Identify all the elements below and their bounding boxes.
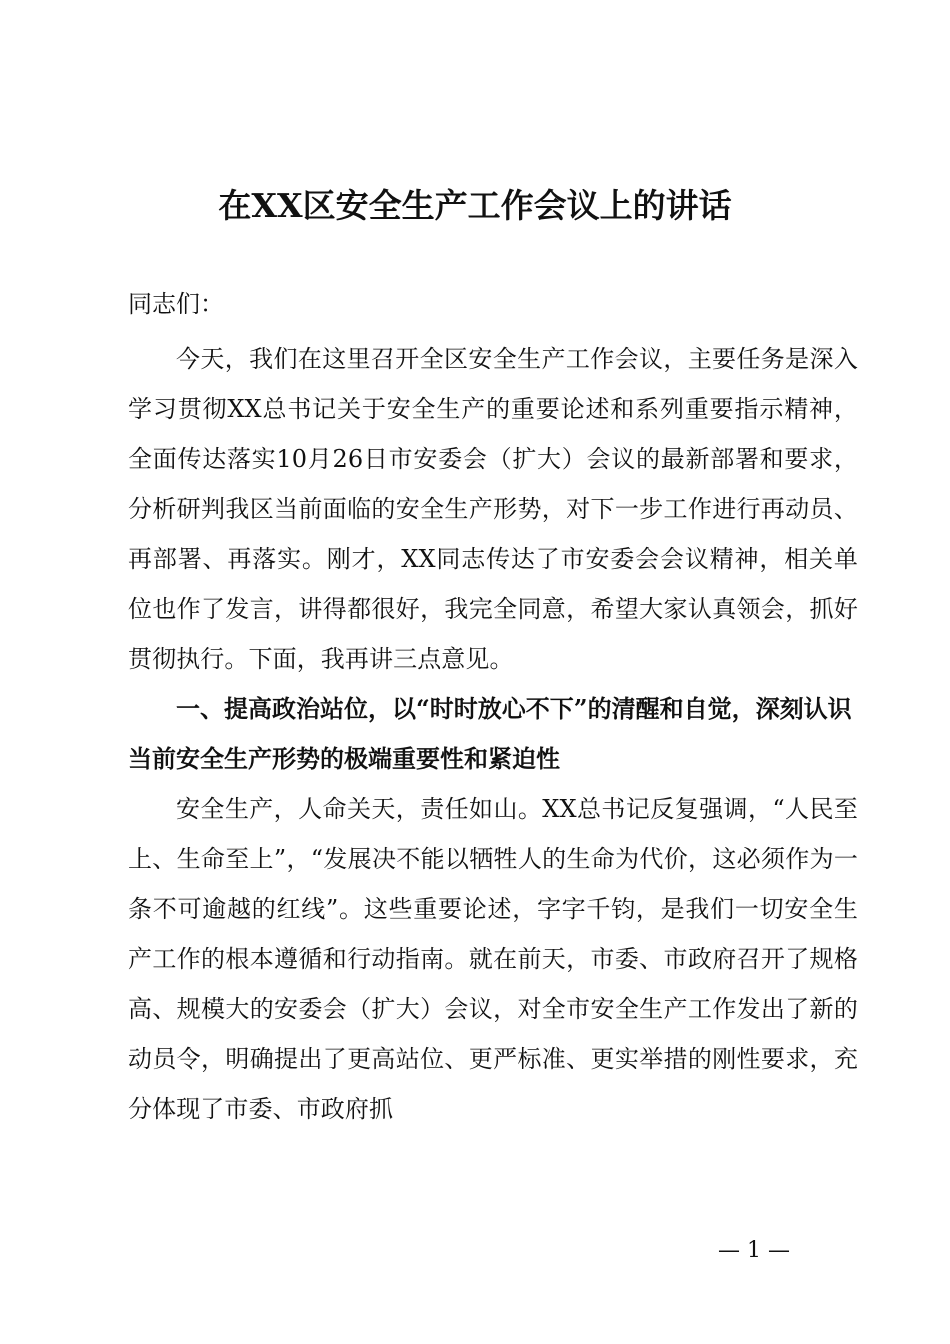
page-number: — 1 — xyxy=(718,1238,790,1263)
document-body xyxy=(128,334,858,1134)
salutation: 同志们： xyxy=(128,290,224,318)
document-title: 在XX区安全生产工作会议上的讲话 xyxy=(218,186,732,225)
paragraph-section-1: 安全生产，人命关天，责任如山。XX总书记反复强调，“人民至上、生命至上”，“发展决不能以牺牲人的生命为代价，这必须作为一条不可逾越的红线”。这些重要论述，字字千钧，是我们一切安全生产工作的根本遵循和行动指南。就在前天，市委、市政府召开了规格高、规模大的安委会（扩大）会议，对全市安全生产工作发出了新的动员令，明确提出了更高站位、更严标准、更实举措的刚性要求，充分体现了市委、市政府抓 xyxy=(128,795,858,1123)
paragraph-intro: 今天，我们在这里召开全区安全生产工作会议，主要任务是深入学习贯彻XX总书记关于安全生产的重要论述和系列重要指示精神，全面传达落实10月26日市安委会（扩大）会议的最新部署和要求，分析研判我区当前面临的安全生产形势，对下一步工作进行再动员、再部署、再落实。刚才，XX同志传达了市安委会会议精神，相关单位也作了发言，讲得都很好，我完全同意，希望大家认真领会，抓好贯彻执行。下面，我再讲三点意见。 xyxy=(128,345,858,673)
section-heading-1: 一、提高政治站位，以“时时放心不下”的清醒和自觉，深刻认识当前安全生产形势的极端重要性和紧迫性 xyxy=(128,694,852,773)
